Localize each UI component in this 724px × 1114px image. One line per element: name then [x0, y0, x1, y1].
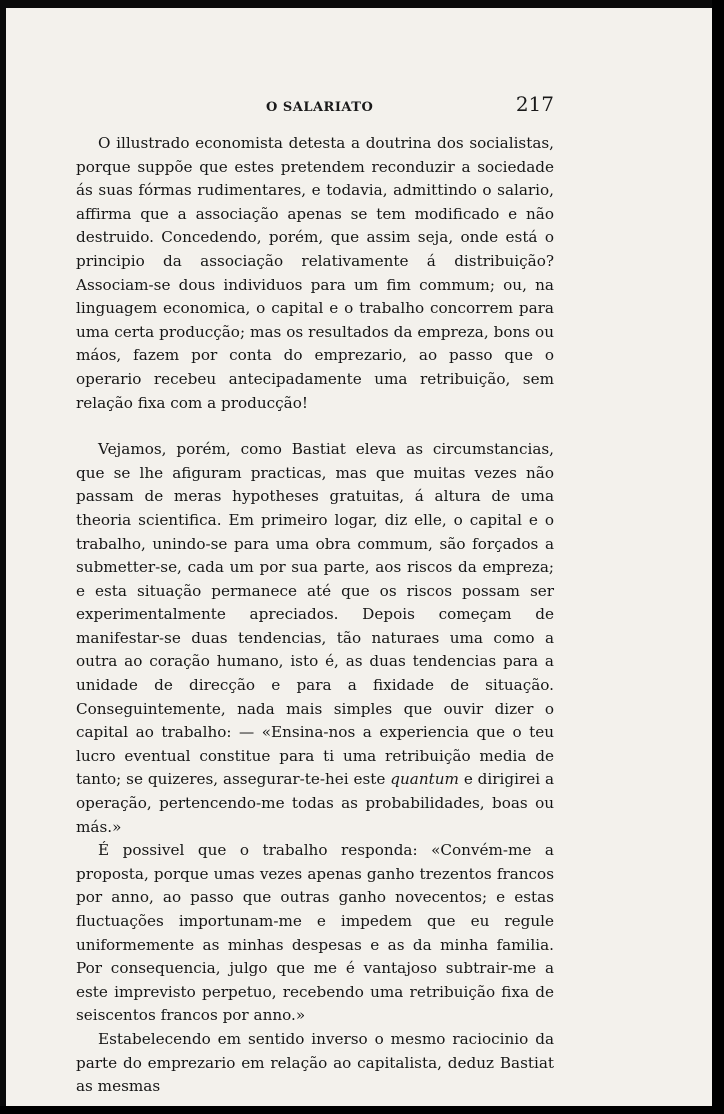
book-page [6, 8, 712, 1106]
running-title: O SALARIATO [266, 100, 374, 115]
scan-edge-bottom [0, 1106, 724, 1114]
scan-edge-right [712, 0, 724, 1114]
paragraph-2-text: Vejamos, porém, como Bastiat eleva as circumstancias, que se lhe afiguram practicas, mas que muitas vezes não passam de meras hypotheses gratuitas, á altura de uma theoria scientifica. Em primeiro logar, diz elle, o capital e o trabalho, unindo-se para uma obra commum, são forçados a submetter-se, cada um por sua parte, aos riscos da empreza; e esta situação permanece até que os riscos possam ser experimentalmente apreciados. Depois começam de manifestar-se duas tendencias, tão naturaes uma como a outra ao coração humano, isto é, as duas tendencias para a unidade de direcção e para a fixidade de situação. Conseguintemente, nada mais simples que ouvir dizer o capital ao trabalho: — «Ensina-nos a experiencia que o teu lucro eventual constitue para ti uma retribuição media de tanto; se quizeres, assegurar-te-hei este [76, 440, 554, 789]
paragraph-3: É possivel que o trabalho responda: «Convém-me a proposta, porque umas vezes apenas ganho trezentos francos por anno, ao passo que outras ganho novecentos; e estas fluctuações importunam-me e impedem que eu regule uniformemente as minhas despesas e as da minha familia. Por consequencia, julgo que me é vantajoso subtrair-me a este imprevisto perpetuo, recebendo uma retribuição fixa de seiscentos francos por anno.» [76, 841, 554, 1025]
paragraph-2 [76, 438, 554, 839]
page-number: 217 [515, 92, 554, 116]
emphasis-quantum: quantum [390, 770, 459, 789]
paragraph-2-text-after: e dirigirei a operação, pertencendo-me todas as probabilidades, boas ou más.» [76, 770, 554, 836]
paragraph-1: O illustrado economista detesta a doutrina dos socialistas, porque suppõe que estes pretendem reconduzir a sociedade ás suas fórmas rudimentares, e todavia, admittindo o salario, affirma que a associação apenas se tem modificado e não destruido. Concedendo, porém, que assim seja, onde está o principio da associação relativamente á distribuição? Associam-se dous individuos para um fim commum; ou, na linguagem economica, o capital e o trabalho concorrem para uma certa producção; mas os resultados da empreza, bons ou máos, fazem por conta do emprezario, ao passo que o operario recebeu antecipadamente uma retribuição, sem relação fixa com a producção! [76, 134, 554, 412]
page-header [76, 92, 554, 122]
body-text [76, 132, 554, 1099]
paragraph-4: Estabelecendo em sentido inverso o mesmo raciocinio da parte do emprezario em relação ao capitalista, deduz Bastiat as mesmas [76, 1029, 554, 1096]
